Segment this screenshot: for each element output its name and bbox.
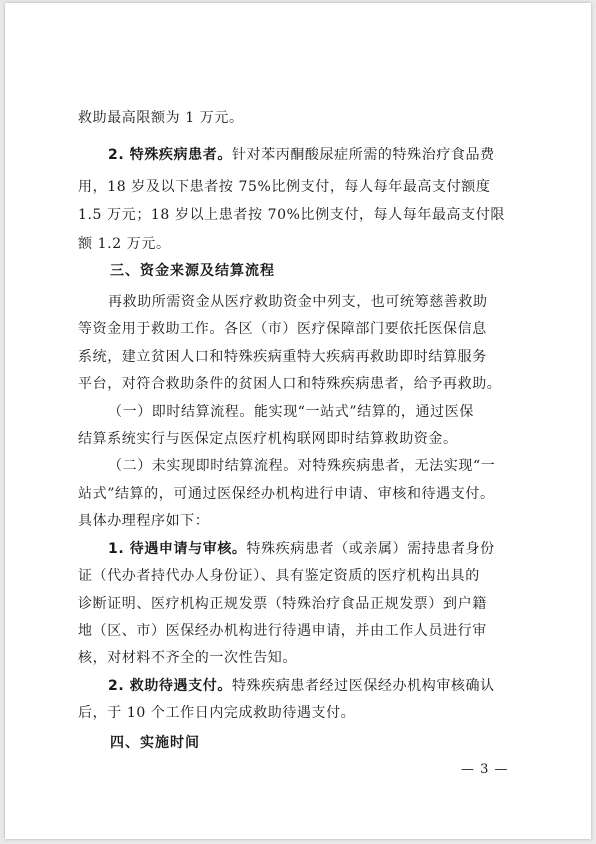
section-heading <box>110 733 560 753</box>
paragraph-line <box>78 594 528 614</box>
paragraph-line <box>108 292 528 312</box>
line-text: 地（区、市）医保经办机构进行待遇申请，并由工作人员进行审 <box>78 623 487 639</box>
line-text: 核，对材料不齐全的一次性告知。 <box>78 650 297 666</box>
heading-text: 三、资金来源及结算流程 <box>110 263 275 279</box>
paragraph-line <box>78 703 528 723</box>
line-text: 再救助所需资金从医疗救助资金中列支，也可统筹慈善救助 <box>108 294 488 310</box>
line-text: 针对苯丙酮酸尿症所需的特殊治疗食品费 <box>231 147 495 163</box>
line-text: 等资金用于救助工作。各区（市）医疗保障部门要依托医保信息 <box>78 321 487 337</box>
paragraph-line <box>78 347 528 367</box>
paragraph-line <box>78 374 528 394</box>
paragraph-line <box>108 145 528 165</box>
line-text: 用，18 岁及以下患者按 75%比例支付，每人每年最高支付额度 <box>78 179 491 195</box>
paragraph-line <box>78 234 528 254</box>
paragraph-line <box>78 205 528 225</box>
item-lead: 1. 待遇申请与审核。 <box>108 541 247 557</box>
item-lead: 2. 特殊疾病患者。 <box>108 147 232 163</box>
paragraph-line <box>108 402 528 422</box>
line-text: 证（代办者持代办人身份证）、具有鉴定资质的医疗机构出具的 <box>78 568 480 584</box>
page-number: — 3 — <box>461 762 509 777</box>
line-text: 特殊疾病患者（或亲属）需持患者身份 <box>246 541 495 557</box>
line-text: 站式”结算的，可通过医保经办机构进行申请、审核和待遇支付。 <box>78 486 495 502</box>
paragraph-line <box>78 429 528 449</box>
line-text: 额 1.2 万元。 <box>78 236 171 252</box>
paragraph-line <box>108 456 528 476</box>
line-text: 救助最高限额为 1 万元。 <box>78 110 244 126</box>
line-text: 后，于 10 个工作日内完成救助待遇支付。 <box>78 705 356 721</box>
paragraph-line <box>78 108 528 128</box>
paragraph-line <box>78 177 528 197</box>
line-text: 1.5 万元；18 岁以上患者按 70%比例支付，每人每年最高支付限 <box>78 207 505 223</box>
paragraph-line <box>78 621 528 641</box>
line-text: （二）未实现即时结算流程。对特殊疾病患者，无法实现“一 <box>108 458 496 474</box>
paragraph-line <box>78 566 528 586</box>
paragraph-line <box>78 484 528 504</box>
line-text: 特殊疾病患者经过医保经办机构审核确认 <box>231 678 495 694</box>
paragraph-line <box>78 648 528 668</box>
paragraph-line <box>78 319 528 339</box>
line-text: 平台，对符合救助条件的贫困人口和特殊疾病患者，给予再救助。 <box>78 376 502 392</box>
heading-text: 四、实施时间 <box>110 735 200 751</box>
section-heading <box>110 261 560 281</box>
document-page <box>5 3 591 839</box>
line-text: 具体办理程序如下： <box>78 513 210 529</box>
line-text: 诊断证明、医疗机构正规发票（特殊治疗食品正规发票）到户籍 <box>78 596 487 612</box>
line-text: 结算系统实行与医保定点医疗机构联网即时结算救助资金。 <box>78 431 458 447</box>
item-lead: 2. 救助待遇支付。 <box>108 678 232 694</box>
line-text: 系统，建立贫困人口和特殊疾病重特大疾病再救助即时结算服务 <box>78 349 487 365</box>
paragraph-line <box>108 676 528 696</box>
paragraph-line <box>108 539 528 559</box>
line-text: （一）即时结算流程。能实现“一站式”结算的，通过医保 <box>108 404 474 420</box>
paragraph-line <box>78 511 528 531</box>
